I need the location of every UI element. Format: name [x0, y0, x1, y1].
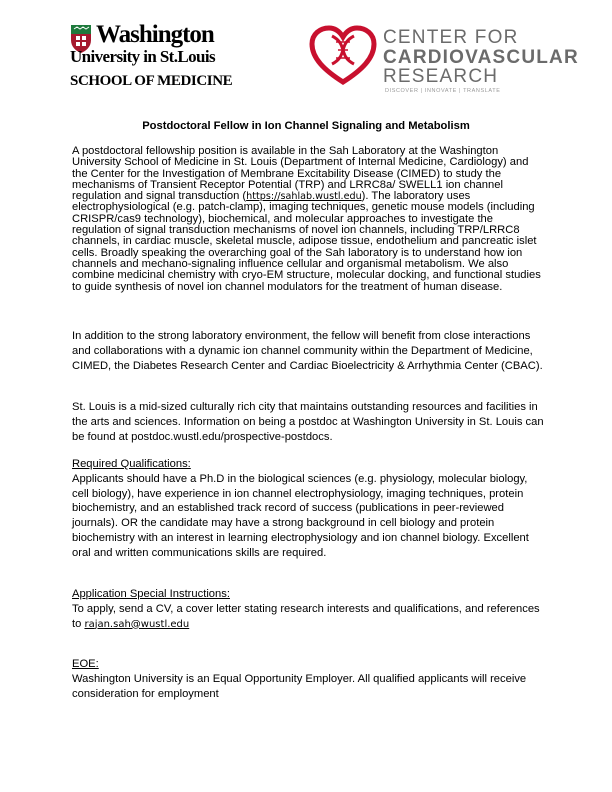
eoe-body: Washington University is an Equal Opportunity Employer. All qualified applicants will receive consideration for employment	[72, 672, 527, 700]
eoe-section	[72, 657, 544, 701]
ccr-tagline: DISCOVER | INNOVATE | TRANSLATE	[385, 88, 501, 94]
ccr-name-line3: RESEARCH	[383, 66, 499, 87]
city-paragraph: St. Louis is a mid-sized culturally rich city that maintains outstanding resources and facilities in the arts and sciences. Information on being a postdoc at Washington University in St. Louis can be found at postdoc.wustl.edu/prospective-postdocs.	[72, 401, 544, 443]
document-title: Postdoctoral Fellow in Ion Channel Signaling and Metabolism	[142, 120, 470, 132]
washu-name-line1: Washington	[96, 21, 214, 48]
instructions-text: To apply, send a CV, a cover letter stating research interests and qualifications, and references to	[72, 602, 540, 630]
ccr-name-line1: CENTER FOR	[383, 27, 519, 48]
instructions-section	[72, 587, 544, 632]
eoe-heading: EOE:	[72, 658, 99, 670]
qualifications-heading: Required Qualifications:	[72, 458, 191, 470]
ccr-logo	[308, 18, 579, 98]
qualifications-body: Applicants should have a Ph.D in the biological sciences (e.g. physiology, molecular biology, cell biology), have experience in ion channel electrophysiology, imaging techniques, protein biochemistry, and an established track record of success (publications in peer-reviewed journals). OR the candidate may have a strong background in cell biology and protein biochemistry with an interest in learning electrophysiology and ion channel biology. Excellent oral and written communications skills are required.	[72, 472, 529, 559]
instructions-body	[72, 602, 544, 633]
qualifications-section	[72, 457, 544, 561]
lab-website-link[interactable]: https://sahlab.wustl.edu	[246, 191, 362, 203]
heart-dna-icon	[308, 24, 378, 86]
instructions-heading: Application Special Instructions:	[72, 588, 230, 600]
washu-name-line2: University in St.Louis	[70, 47, 216, 66]
environment-paragraph: In addition to the strong laboratory environment, the fellow will benefit from close interactions and collaborations with a dynamic ion channel community within the Department of Medicine, CIMED, the Diabetes Research Center and Cardiac Bioelectricity & Arrhythmia Center (CBAC).	[72, 330, 543, 372]
contact-email-link[interactable]: rajan.sah@wustl.edu	[84, 618, 190, 630]
ccr-name-line2: CARDIOVASCULAR	[383, 46, 579, 68]
washu-logo	[70, 21, 233, 94]
description-text-start: A postdoctoral fellowship position is available in the Sah Laboratory at the Washington University School of Medicine in St. Louis (Department of Internal Medicine, Cardiology) and the Center for the Investigation of Membrane Excitability Disease (CIMED) to study the mechanisms of Transient Receptor Potential (TRP) and LRRC8a/ SWELL1 ion channel regulation and signal transduction (	[72, 145, 529, 203]
washu-school-name: SCHOOL OF MEDICINE	[70, 73, 233, 89]
ccr-name	[383, 28, 579, 87]
description-paragraph	[72, 146, 544, 293]
description-text-end: ). The laboratory uses electrophysiological (e.g. patch-clamp), imaging techniques, genetic mouse models (including CRISPR/cas9 technology), biochemical, and molecular approaches to investigate the regulation of signal transduction mechanisms of novel ion channels, including TRP/LRRC8 channels, in cardiac muscle, skeletal muscle, adipose tissue, endothelium and pancreatic islet cells. Broadly speaking the overarching goal of the Sah laboratory is to understand how ion channels and mechano-signaling influence cellular and organismal metabolism. We also combine medicinal chemistry with cryo-EM structure, molecular docking, and functional studies to guide synthesis of novel ion channel modulators for the treatment of human disease.	[72, 190, 541, 293]
